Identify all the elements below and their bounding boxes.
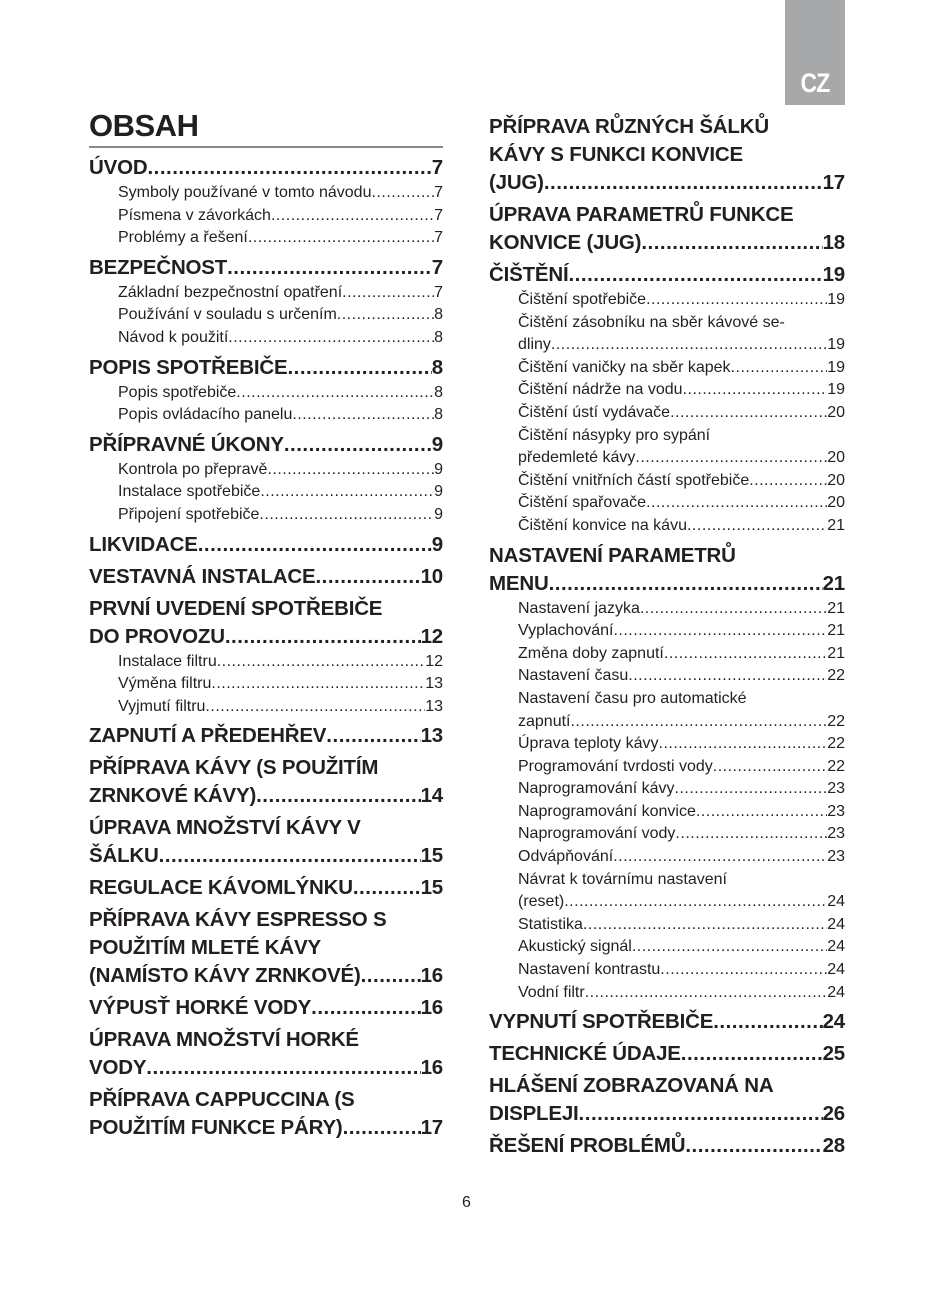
- dot-leader: [205, 696, 425, 719]
- toc-page-number: 21: [827, 622, 845, 640]
- dot-leader: [660, 959, 827, 982]
- toc-page-number: 14: [420, 784, 443, 808]
- dot-leader: [570, 711, 827, 734]
- toc-entry-title: POUŽITÍM MLETÉ KÁVY: [89, 936, 321, 960]
- toc-entry-title: Čištění vaničky na sběr kapek: [518, 358, 731, 376]
- dot-leader: [371, 182, 434, 205]
- toc-subsection-entry[interactable]: [89, 327, 443, 350]
- toc-subsection-entry[interactable]: [89, 282, 443, 305]
- toc-entry-title: Připojení spotřebiče: [118, 505, 260, 523]
- toc-subsection-entry[interactable]: [89, 504, 443, 527]
- dot-leader: [713, 756, 827, 779]
- toc-entry-title: Kontrola po přepravě: [118, 460, 268, 478]
- toc-entry-title: ÚPRAVA PARAMETRŮ FUNKCE: [489, 203, 794, 226]
- toc-page-number: 16: [420, 964, 443, 988]
- toc-entry-title: Úprava teploty kávy: [518, 735, 659, 753]
- toc-entry-title: KÁVY S FUNKCI KONVICE: [489, 143, 743, 166]
- toc-subsection-entry[interactable]: [489, 470, 845, 493]
- toc-page-number: 13: [420, 724, 443, 748]
- dot-leader: [646, 492, 827, 515]
- toc-section-entry[interactable]: [89, 754, 443, 810]
- dot-leader: [713, 1008, 822, 1036]
- toc-page-number: 13: [425, 675, 443, 693]
- toc-entry-title: Vyplachování: [518, 622, 614, 640]
- dot-leader: [146, 1054, 420, 1082]
- toc-subsection-entry[interactable]: [89, 382, 443, 405]
- toc-entry-title: Čištění násypky pro sypání: [518, 426, 711, 444]
- toc-subsection-entry[interactable]: [89, 182, 443, 205]
- toc-subsection-entry[interactable]: [489, 982, 845, 1005]
- toc-page-number: 23: [827, 780, 845, 798]
- dot-leader: [287, 354, 431, 382]
- toc-page-number: 7: [434, 283, 443, 301]
- toc-entry-title: POPIS SPOTŘEBIČE: [89, 355, 288, 379]
- toc-page-number: 24: [827, 893, 845, 911]
- dot-leader: [613, 846, 827, 869]
- toc-entry-title: Vodní filtr: [518, 983, 585, 1001]
- toc-subsection-entry[interactable]: [489, 959, 845, 982]
- toc-subsection-entry[interactable]: [489, 425, 845, 470]
- toc-section-entry[interactable]: [89, 431, 443, 459]
- dot-leader: [260, 481, 434, 504]
- toc-subsection-entry[interactable]: [89, 404, 443, 427]
- toc-section-entry[interactable]: [89, 722, 443, 750]
- dot-leader: [749, 470, 827, 493]
- toc-entry-title: Naprogramování kávy: [518, 780, 675, 798]
- page-number: 6: [462, 1194, 471, 1211]
- dot-leader: [646, 289, 827, 312]
- toc-page-number: 8: [431, 355, 443, 379]
- toc-entry-title: Naprogramování vody: [518, 825, 676, 843]
- toc-entry-title: VODY: [89, 1056, 147, 1080]
- toc-entry-title: NASTAVENÍ PARAMETRŮ: [489, 543, 736, 567]
- toc-subsection-entry[interactable]: [489, 801, 845, 824]
- toc-entry-title: Základní bezpečnostní opatření: [118, 283, 343, 301]
- dot-leader: [198, 531, 432, 559]
- toc-page-number: 20: [827, 494, 845, 512]
- toc-page-number: 19: [827, 336, 845, 354]
- toc-section-entry[interactable]: [89, 531, 443, 559]
- toc-right-column: [489, 113, 845, 1160]
- toc-page-number: 23: [827, 802, 845, 820]
- toc-page-number: 7: [434, 184, 443, 201]
- dot-leader: [670, 402, 827, 425]
- toc-subsection-entry[interactable]: [489, 379, 845, 402]
- toc-page-number: 21: [827, 599, 845, 617]
- toc-entry-title: Symboly používané v tomto návodu: [118, 184, 372, 201]
- toc-section-entry[interactable]: [489, 542, 845, 598]
- toc-subsection-entry[interactable]: [489, 914, 845, 937]
- toc-subsection-entry[interactable]: [489, 823, 845, 846]
- toc-entry-title: PŘÍPRAVNÉ ÚKONY: [89, 432, 284, 456]
- toc-subsection-entry[interactable]: [489, 643, 845, 666]
- dot-leader: [551, 334, 827, 357]
- toc-section-entry[interactable]: [89, 814, 443, 870]
- toc-section-entry[interactable]: [489, 113, 845, 197]
- dot-leader: [731, 357, 828, 380]
- dot-leader: [326, 722, 420, 750]
- toc-entry-title: ÚVOD: [89, 156, 148, 179]
- toc-page-number: 21: [822, 571, 845, 595]
- toc-entry-title: (JUG): [489, 171, 544, 194]
- toc-page-number: 7: [431, 255, 443, 279]
- toc-entry-title: zapnutí: [518, 712, 571, 730]
- toc-page-number: 9: [431, 532, 443, 556]
- toc-page-number: 25: [822, 1042, 845, 1066]
- dot-leader: [696, 801, 827, 824]
- toc-section-entry[interactable]: [489, 1008, 845, 1036]
- dot-leader: [271, 205, 434, 228]
- dot-leader: [640, 598, 827, 621]
- toc-entry-title: Výměna filtru: [118, 675, 212, 693]
- toc-entry-title: ŘEŠENÍ PROBLÉMŮ: [489, 1134, 686, 1158]
- dot-leader: [227, 254, 432, 282]
- toc-subsection-entry[interactable]: [89, 673, 443, 696]
- dot-leader: [343, 1114, 421, 1142]
- toc-subsection-entry[interactable]: [489, 620, 845, 643]
- toc-page-number: 9: [434, 460, 443, 478]
- toc-entry-title: Čištění spařovače: [518, 494, 647, 512]
- dot-leader: [681, 1040, 823, 1068]
- toc-entry-title: Problémy a řešení: [118, 229, 248, 247]
- toc-page-number: 21: [827, 644, 845, 662]
- toc-subsection-entry[interactable]: [489, 846, 845, 869]
- toc-entry-title: ÚPRAVA MNOŽSTVÍ HORKÉ: [89, 1028, 359, 1052]
- toc-entry-title: Naprogramování konvice: [518, 802, 696, 820]
- toc-section-entry[interactable]: [89, 994, 443, 1022]
- toc-page-number: 15: [420, 844, 443, 868]
- toc-entry-title: DO PROVOZU: [89, 624, 225, 648]
- toc-page-number: 17: [822, 171, 845, 194]
- toc-page-number: 24: [827, 915, 845, 933]
- toc-entry-title: Změna doby zapnutí: [518, 644, 664, 662]
- toc-subsection-entry[interactable]: [489, 515, 845, 538]
- toc-section-entry[interactable]: [489, 1132, 845, 1160]
- dot-leader: [635, 447, 827, 470]
- dot-leader: [311, 994, 420, 1022]
- toc-entry-title: PŘÍPRAVA KÁVY (S POUŽITÍM: [89, 756, 379, 780]
- toc-entry-title: Čištění konvice na kávu: [518, 516, 687, 534]
- dot-leader: [353, 874, 421, 902]
- toc-section-entry[interactable]: [89, 354, 443, 382]
- toc-section-entry[interactable]: [489, 1040, 845, 1068]
- toc-subsection-entry[interactable]: [489, 312, 845, 357]
- dot-leader: [284, 431, 432, 459]
- toc-entry-title: Čištění ústí vydávače: [518, 403, 671, 421]
- toc-subsection-entry[interactable]: [489, 598, 845, 621]
- dot-leader: [683, 379, 828, 402]
- toc-page-number: 10: [420, 564, 443, 588]
- toc-section-entry[interactable]: [489, 261, 845, 289]
- toc-page-number: 24: [827, 983, 845, 1001]
- toc-page-number: 16: [420, 996, 443, 1020]
- toc-entry-title: předemleté kávy: [518, 449, 636, 467]
- toc-entry-title: Nastavení kontrastu: [518, 961, 661, 979]
- dot-leader: [641, 229, 822, 257]
- dot-leader: [687, 515, 827, 538]
- toc-page-number: 12: [420, 624, 443, 648]
- toc-entry-title: HLÁŠENÍ ZOBRAZOVANÁ NA: [489, 1074, 774, 1098]
- dot-leader: [147, 154, 431, 182]
- toc-page-number: 19: [822, 263, 845, 286]
- dot-leader: [549, 570, 823, 598]
- toc-entry-title: (NAMÍSTO KÁVY ZRNKOVÉ): [89, 964, 361, 988]
- dot-leader: [228, 327, 434, 350]
- toc-entry-title: Používání v souladu s určením: [118, 306, 337, 324]
- dot-leader: [675, 823, 827, 846]
- toc-subsection-entry[interactable]: [489, 402, 845, 425]
- dot-leader: [259, 504, 434, 527]
- page-title: OBSAH: [89, 108, 199, 143]
- toc-entry-title: DISPLEJI: [489, 1102, 579, 1126]
- dot-leader: [315, 563, 420, 591]
- toc-subsection-entry[interactable]: [89, 651, 443, 674]
- language-tab: [785, 0, 845, 105]
- toc-subsection-entry[interactable]: [489, 492, 845, 515]
- toc-subsection-entry[interactable]: [489, 688, 845, 733]
- toc-entry-title: Nastavení času pro automatické: [518, 689, 747, 707]
- toc-subsection-entry[interactable]: [489, 665, 845, 688]
- toc-entry-title: Popis spotřebiče: [118, 383, 237, 401]
- toc-page-number: 9: [434, 505, 443, 523]
- dot-leader: [292, 404, 434, 427]
- toc-subsection-entry[interactable]: [89, 696, 443, 719]
- toc-entry-title: PŘÍPRAVA CAPPUCCINA (S: [89, 1088, 355, 1112]
- toc-entry-title: Čištění zásobníku na sběr kávové se-: [518, 313, 785, 331]
- toc-page-number: 22: [827, 735, 845, 753]
- toc-subsection-entry[interactable]: [489, 778, 845, 801]
- toc-section-entry[interactable]: [89, 595, 443, 651]
- toc-subsection-entry[interactable]: [489, 289, 845, 312]
- dot-leader: [267, 459, 434, 482]
- toc-page-number: 8: [434, 383, 443, 401]
- toc-entry-title: Čištění spotřebiče: [518, 291, 647, 308]
- toc-entry-title: PŘÍPRAVA KÁVY ESPRESSO S: [89, 908, 387, 932]
- toc-entry-title: dliny: [518, 336, 551, 354]
- toc-page-number: 7: [431, 156, 443, 179]
- toc-page-number: 20: [827, 449, 845, 467]
- dot-leader: [248, 227, 434, 250]
- toc-page-number: 9: [434, 483, 443, 501]
- dot-leader: [659, 733, 828, 756]
- dot-leader: [583, 914, 827, 937]
- toc-entry-title: Vyjmutí filtru: [118, 697, 206, 715]
- toc-page-number: 7: [434, 229, 443, 247]
- toc-entry-title: ČIŠTĚNÍ: [489, 263, 569, 286]
- toc-entry-title: Návrat k továrnímu nastavení: [518, 870, 727, 888]
- toc-page-number: 24: [827, 938, 845, 956]
- dot-leader: [236, 382, 434, 405]
- toc-section-entry[interactable]: [89, 254, 443, 282]
- toc-entry-title: Čištění vnitřních částí spotřebiče: [518, 471, 750, 489]
- toc-entry-title: Odvápňování: [518, 848, 614, 866]
- toc-entry-title: BEZPEČNOST: [89, 255, 228, 279]
- toc-page-number: 16: [420, 1056, 443, 1080]
- toc-subsection-entry[interactable]: [89, 227, 443, 250]
- toc-entry-title: VESTAVNÁ INSTALACE: [89, 564, 316, 588]
- toc-entry-title: KONVICE (JUG): [489, 231, 642, 254]
- toc-page-number: 24: [822, 1010, 845, 1034]
- toc-subsection-entry[interactable]: [89, 205, 443, 228]
- toc-entry-title: PŘÍPRAVA RŮZNÝCH ŠÁLKŮ: [489, 115, 769, 138]
- toc-section-entry[interactable]: [89, 874, 443, 902]
- toc-entry-title: Nastavení času: [518, 667, 629, 685]
- toc-subsection-entry[interactable]: [89, 304, 443, 327]
- toc-page-number: 12: [425, 652, 443, 670]
- toc-entry-title: Statistika: [518, 915, 583, 933]
- toc-section-entry[interactable]: [89, 1086, 443, 1142]
- toc-entry-title: ZAPNUTÍ A PŘEDEHŘEV: [89, 724, 327, 748]
- toc-page-number: 22: [827, 757, 845, 775]
- dot-leader: [342, 282, 434, 305]
- toc-page-number: 20: [827, 403, 845, 421]
- toc-entry-title: Programování tvrdosti vody: [518, 757, 713, 775]
- toc-page-number: 23: [827, 825, 845, 843]
- toc-entry-title: Instalace filtru: [118, 652, 217, 670]
- toc-page-number: 19: [827, 358, 845, 376]
- toc-entry-title: POUŽITÍM FUNKCE PÁRY): [89, 1116, 343, 1140]
- dot-leader: [361, 962, 421, 990]
- toc-subsection-entry[interactable]: [489, 733, 845, 756]
- toc-section-entry[interactable]: [89, 906, 443, 990]
- toc-page-number: 22: [827, 667, 845, 685]
- toc-page-number: 19: [827, 381, 845, 399]
- dot-leader: [585, 982, 828, 1005]
- toc-entry-title: Instalace spotřebiče: [118, 483, 261, 501]
- toc-entry-title: Nastavení jazyka: [518, 599, 640, 617]
- toc-page-number: 26: [822, 1102, 845, 1126]
- dot-leader: [159, 842, 421, 870]
- dot-leader: [337, 304, 434, 327]
- toc-page-number: 19: [827, 291, 845, 308]
- dot-leader: [544, 169, 823, 197]
- dot-leader: [564, 891, 827, 914]
- dot-leader: [664, 643, 827, 666]
- toc-subsection-entry[interactable]: [89, 481, 443, 504]
- toc-entry-title: VÝPUSŤ HORKÉ VODY: [89, 996, 312, 1020]
- dot-leader: [225, 623, 421, 651]
- toc-entry-title: Čištění nádrže na vodu: [518, 381, 683, 399]
- toc-section-entry[interactable]: [89, 154, 443, 182]
- toc-entry-title: Písmena v závorkách: [118, 206, 271, 224]
- toc-subsection-entry[interactable]: [489, 869, 845, 914]
- dot-leader: [685, 1132, 822, 1160]
- toc-page-number: 23: [827, 848, 845, 866]
- toc-page-number: 8: [434, 406, 443, 424]
- toc-entry-title: MENU: [489, 571, 549, 595]
- toc-subsection-entry[interactable]: [489, 357, 845, 380]
- toc-entry-title: ÚPRAVA MNOŽSTVÍ KÁVY V: [89, 816, 361, 840]
- toc-subsection-entry[interactable]: [489, 936, 845, 959]
- toc-entry-title: ŠÁLKU: [89, 844, 159, 868]
- toc-page-number: 13: [425, 697, 443, 715]
- toc-page-number: 28: [822, 1134, 845, 1158]
- toc-entry-title: TECHNICKÉ ÚDAJE: [489, 1042, 681, 1066]
- toc-entry-title: Popis ovládacího panelu: [118, 406, 293, 424]
- toc-page-number: 18: [822, 231, 845, 254]
- dot-leader: [211, 673, 425, 696]
- toc-left-column: [89, 154, 443, 1142]
- toc-page-number: 21: [827, 516, 845, 534]
- toc-page-number: 8: [434, 328, 443, 346]
- dot-leader: [217, 651, 425, 674]
- toc-section-entry[interactable]: [89, 1026, 443, 1082]
- dot-leader: [256, 782, 420, 810]
- toc-entry-title: (reset): [518, 893, 565, 911]
- language-tab-label: CZ: [800, 68, 830, 98]
- toc-entry-title: VYPNUTÍ SPOTŘEBIČE: [489, 1010, 714, 1034]
- toc-subsection-entry[interactable]: [89, 459, 443, 482]
- toc-page-number: 7: [434, 206, 443, 224]
- toc-section-entry[interactable]: [89, 563, 443, 591]
- dot-leader: [675, 778, 828, 801]
- toc-entry-title: Návod k použití: [118, 328, 229, 346]
- toc-section-entry[interactable]: [489, 1072, 845, 1128]
- dot-leader: [632, 936, 827, 959]
- toc-entry-title: LIKVIDACE: [89, 532, 198, 556]
- toc-page-number: 24: [827, 961, 845, 979]
- toc-page-number: 20: [827, 471, 845, 489]
- toc-section-entry[interactable]: [489, 201, 845, 257]
- toc-page-number: 8: [434, 306, 443, 324]
- toc-entry-title: REGULACE KÁVOMLÝNKU: [89, 876, 353, 900]
- dot-leader: [613, 620, 827, 643]
- toc-entry-title: Akustický signál: [518, 938, 632, 956]
- toc-page-number: 22: [827, 712, 845, 730]
- toc-page-number: 15: [420, 876, 443, 900]
- toc-page-number: 17: [420, 1116, 443, 1140]
- dot-leader: [579, 1100, 823, 1128]
- dot-leader: [568, 261, 822, 289]
- dot-leader: [628, 665, 827, 688]
- title-divider: [89, 146, 443, 148]
- toc-entry-title: PRVNÍ UVEDENÍ SPOTŘEBIČE: [89, 596, 383, 620]
- toc-page-number: 9: [431, 432, 443, 456]
- toc-entry-title: ZRNKOVÉ KÁVY): [89, 784, 257, 808]
- toc-subsection-entry[interactable]: [489, 756, 845, 779]
